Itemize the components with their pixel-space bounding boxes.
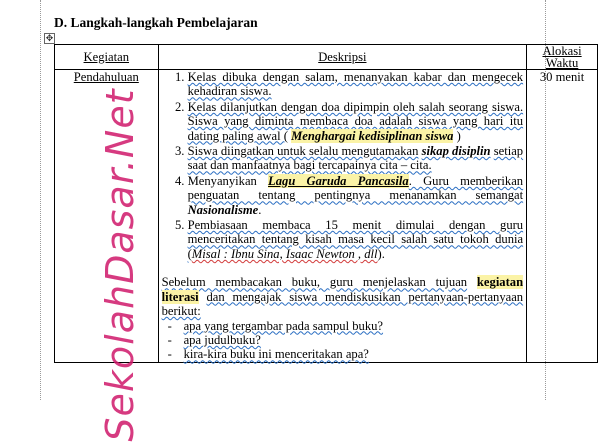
cell-kegiatan: Pendahuluan [55,70,159,363]
header-alokasi-waktu [527,45,598,70]
step-item-3 [188,144,524,173]
paragraph-text-end: dan mengajak siswa mendiskusikan pertanyaan-pertanyaan berikut: [161,289,524,319]
step-2-text: Kelas dilanjutkan dengan doa dipimpin oleh salah seorang siswa. Siswa yang diminta membaca doa adalah siswa yang hari itu dating paling awal ( [187,99,524,143]
step-2-emphasis: Menghargai kedisiplinan siswa [291,128,454,143]
step-3-text-end: setiap saat dan manfaatnya bagi tercapainya cita – cita. [187,144,524,173]
step-5-text: Pembiasaan membaca 15 menit dimulai dengan guru menceritakan tentang kisah masa kecil salah satu tokoh dunia ( [187,218,524,261]
step-item-4 [188,174,524,217]
header-alokasi-line1: Alokasi [542,44,582,58]
list-item: - kira-kira buku ini menceritakan apa? [184,347,524,361]
table-row [55,70,598,363]
discussion-questions [162,319,524,362]
header-deskripsi: Deskripsi [158,45,527,70]
step-3-text: Siswa diingatkan untuk selalu mengutamakan [187,144,419,159]
step-4-text: Menyanyikan [187,173,257,188]
cell-alokasi-waktu: 30 menit [527,70,598,363]
step-item-2 [188,100,524,143]
section-heading: D. Langkah-langkah Pembelajaran [54,15,258,30]
step-5-examples: Misal : Ibnu Sina, Isaac Newton , dll [191,246,378,261]
step-item-5 [188,218,524,261]
step-4-text-mid: . Guru memberikan penguatan tentang pentingnya menanamkan semangat [187,173,524,203]
table-move-handle-icon[interactable]: ✥ [45,33,54,43]
lesson-steps-table [54,44,598,363]
paragraph-emphasis: kegiatan literasi [161,275,524,304]
step-5-close: ). [377,246,385,261]
watermark: SekolahDasar.Net [98,88,142,442]
cell-deskripsi [158,70,527,363]
step-3-emphasis: sikap disiplin [421,144,491,159]
header-alokasi-line2: Waktu [545,56,579,70]
step-item-1 [188,70,524,99]
steps-list [162,70,524,261]
table-header-row [55,45,598,70]
paragraph-text-start: Sebelum membacakan buku, guru menjelaskan tujuan [161,275,468,290]
step-4-period: . [258,202,262,217]
step-2-close: ) [456,128,461,143]
step-4-emphasis: Nasionalisme [187,202,259,217]
header-kegiatan: Kegiatan [55,45,159,70]
step-1-text: Kelas dibuka dengan salam, menanyakan kabar dan mengecek kehadiran siswa. [187,70,524,99]
list-item: - apa judulbuku? [184,333,524,347]
list-item: - apa yang tergambar pada sampul buku? [184,319,524,333]
page-margin-guide-left [40,0,41,400]
literacy-paragraph [162,275,524,318]
step-4-song-title: Lagu Garuda Pancasila [268,173,409,188]
